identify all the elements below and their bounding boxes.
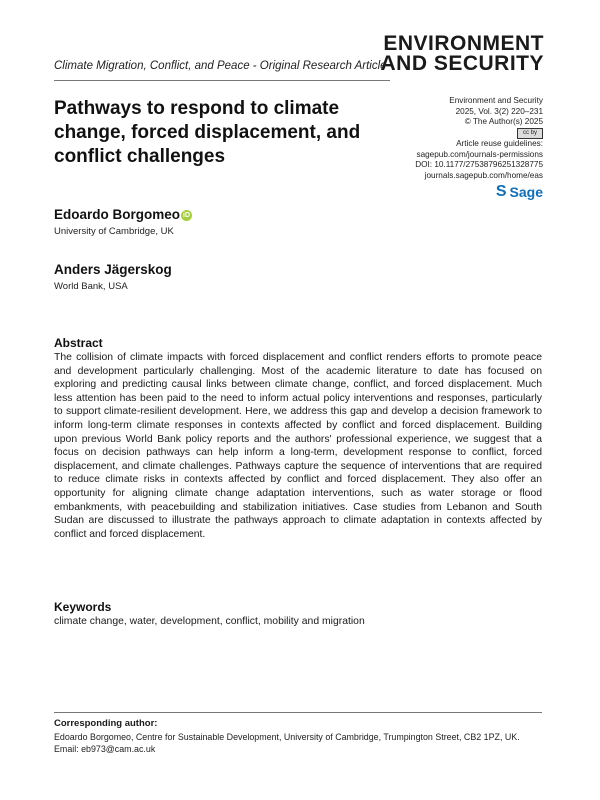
cc-license-icon[interactable] [517, 128, 543, 139]
copyright: © The Author(s) 2025 [464, 117, 543, 127]
author-2-name: Anders Jägerskog [54, 262, 172, 277]
journal-citation: 2025, Vol. 3(2) 220–231 [455, 106, 543, 116]
orcid-icon[interactable]: iD [183, 211, 191, 219]
author-1-affiliation: University of Cambridge, UK [54, 226, 174, 237]
article-metadata [353, 96, 543, 200]
keywords-heading: Keywords [54, 600, 112, 614]
journal-name: Environment and Security [449, 96, 543, 105]
author-1-name: Edoardo Borgomeo [54, 207, 181, 222]
doi-link[interactable]: DOI: 10.1177/27538796251328775 [415, 160, 543, 170]
journal-logo [380, 34, 544, 74]
header-divider [54, 80, 390, 81]
cc-license-text: cc by [522, 129, 537, 136]
publisher-name: Sage [509, 184, 543, 201]
article-type: Climate Migration, Conflict, and Peace - Original Research Article [54, 60, 387, 72]
corresponding-author-label: Corresponding author: [54, 718, 158, 729]
publisher-logo [493, 184, 543, 200]
corresponding-author-details [54, 731, 520, 755]
corresponding-author-address: Edoardo Borgomeo, Centre for Sustainable Development, University of Cambridge, Trumpington Street, CB2 1PZ, UK. [54, 732, 520, 742]
keywords-text: climate change, water, development, conflict, mobility and migration [54, 616, 365, 627]
footer-divider [54, 712, 542, 713]
article-title: Pathways to respond to climate change, forced displacement, and conflict challenges [54, 98, 361, 167]
reuse-link[interactable]: sagepub.com/journals-permissions [416, 149, 543, 159]
author-2-affiliation: World Bank, USA [54, 281, 128, 292]
journal-home-link[interactable]: journals.sagepub.com/home/eas [424, 170, 543, 180]
abstract-text: The collision of climate impacts with forced displacement and conflict renders efforts to promote peace and development particularly challenging. Most of the academic literature to date has focused on exploring and predicting causal links between climate change, conflict, and forced displacement. Much less attention has been paid to the need to inform actual policy interventions and responses, particularly to support climate-resilient development. Here, we address this gap and develop a decision framework to inform long-term climate responses in contexts affected by conflict and forced displacement. Building upon previous World Bank policy reports and the authors' professional experience, we suggest that a focus on decision pathways can help inform a long-term, development response to conflict, forced displacement, and climate challenges. Pathways capture the sequence of interventions that are required to reduce climate risks in contexts affected by conflict and forced displacement. They also offer an opportunity for aligning climate change adaptation interventions, such as water storage or flood embankments, with peacebuilding and stabilization initiatives. Case studies from Lebanon and South Sudan are discussed to illustrate the pathways approach to climate adaptation in contexts affected by conflict and forced displacement. [54, 352, 542, 540]
license-badge-row [353, 128, 543, 139]
journal-logo-line1: ENVIRONMENT [383, 32, 544, 55]
sage-s-icon: S [495, 183, 507, 201]
author-1 [54, 207, 192, 222]
abstract-heading: Abstract [54, 336, 103, 350]
journal-logo-line2: AND SECURITY [380, 52, 544, 75]
corresponding-author-email[interactable]: Email: eb973@cam.ac.uk [54, 744, 156, 754]
reuse-label: Article reuse guidelines: [456, 139, 543, 149]
